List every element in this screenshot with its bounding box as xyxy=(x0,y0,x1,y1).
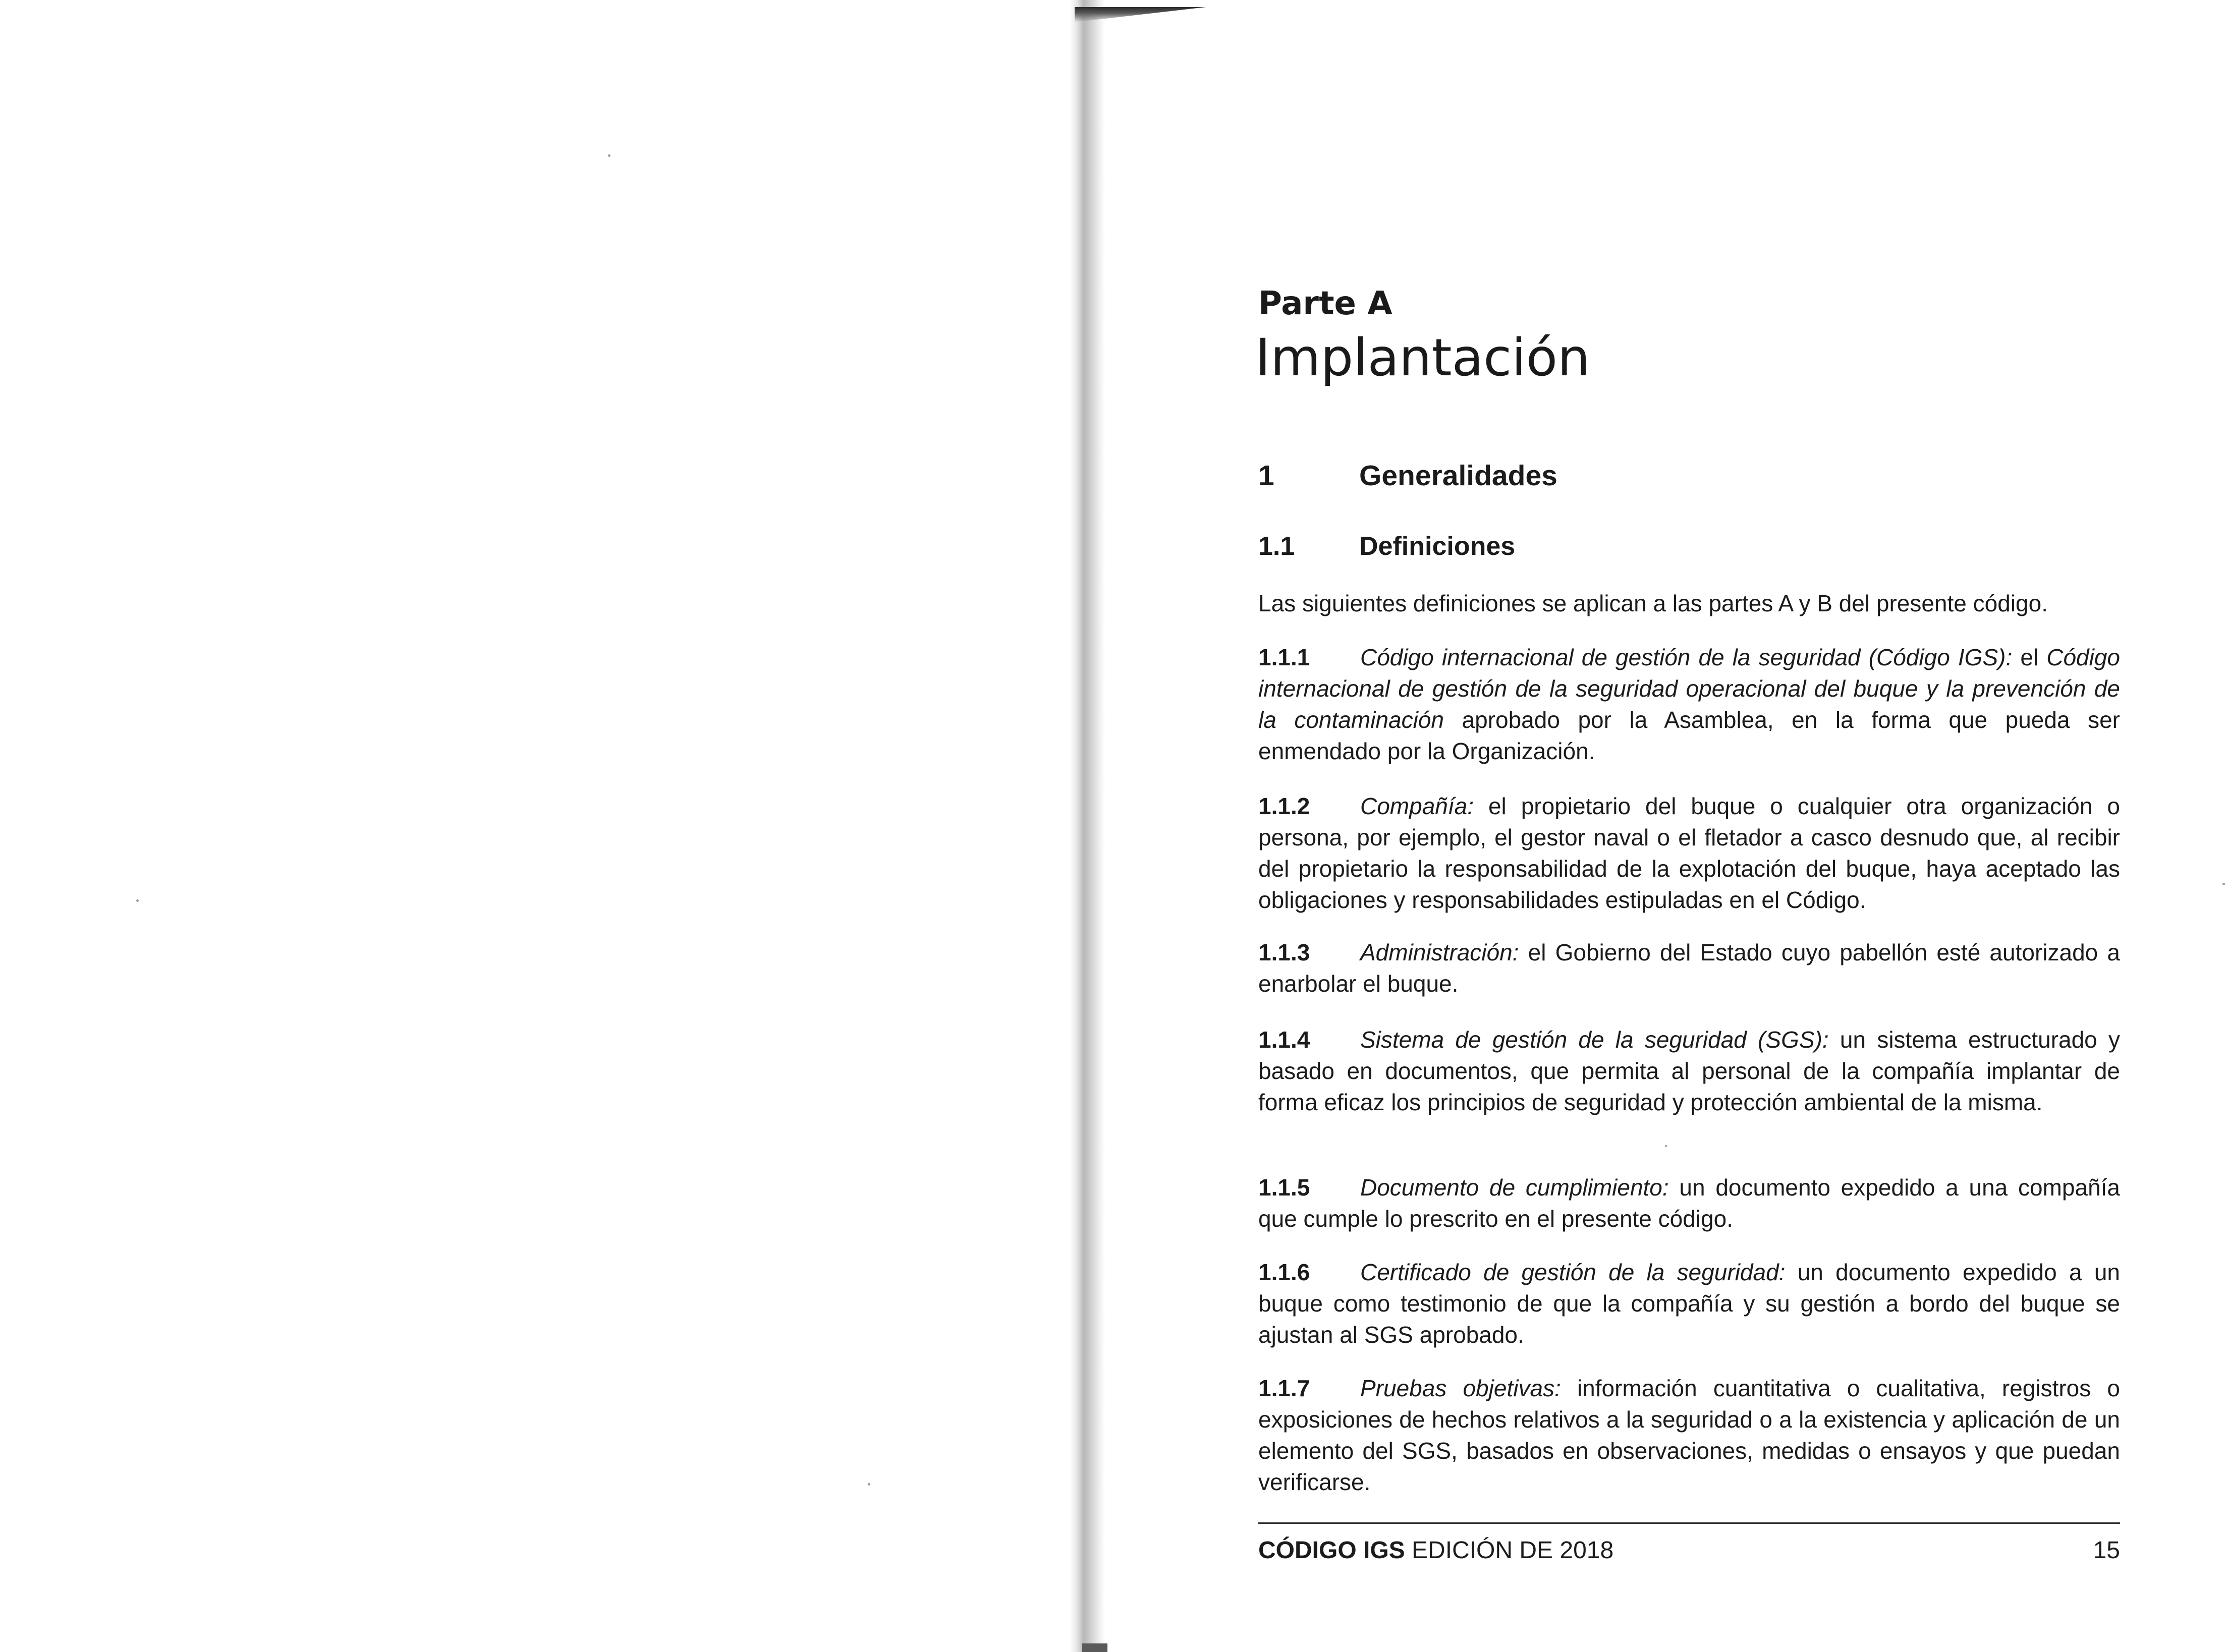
footer-running-title xyxy=(1258,1536,1613,1564)
definition-number: 1.1.4 xyxy=(1258,1027,1310,1053)
definition-number: 1.1.3 xyxy=(1258,939,1310,965)
part-title: Implantación xyxy=(1255,328,1590,388)
definition-number: 1.1.5 xyxy=(1258,1174,1310,1201)
definition-term: Pruebas objetivas: xyxy=(1360,1375,1561,1401)
subsection-heading xyxy=(1258,531,1515,561)
footer-edition: EDICIÓN DE 2018 xyxy=(1405,1537,1614,1564)
definition-term: Compañía: xyxy=(1360,793,1474,819)
definition-number: 1.1.7 xyxy=(1258,1375,1310,1401)
definition-text: el xyxy=(2012,644,2047,670)
section-number: 1 xyxy=(1258,460,1274,492)
gutter-shadow-bottom xyxy=(1082,1643,1107,1652)
footer-brand: CÓDIGO IGS xyxy=(1258,1537,1405,1564)
definition-text: el Gobierno del Estado cuyo pabellón esté autorizado a enarbolar el buque. xyxy=(1258,939,2120,997)
definition-number: 1.1.1 xyxy=(1258,644,1310,670)
page-number: 15 xyxy=(2093,1537,2120,1564)
definition-paragraph xyxy=(1258,1172,2120,1234)
scan-speck xyxy=(136,899,139,902)
definition-term: Certificado de gestión de la seguridad: xyxy=(1360,1259,1786,1285)
scan-speck xyxy=(868,1483,870,1486)
section-heading xyxy=(1258,459,1557,492)
subsection-title: Definiciones xyxy=(1359,532,1516,561)
definition-paragraph xyxy=(1258,937,2120,999)
subsection-number: 1.1 xyxy=(1258,532,1295,561)
definition-number: 1.1.6 xyxy=(1258,1259,1310,1285)
definition-text: un documento expedido a un buque como testimonio de que la compañía y su gestión a bordo del buque se ajustan al SGS aprobado. xyxy=(1258,1259,2120,1348)
definition-paragraph xyxy=(1258,790,2120,916)
definition-number: 1.1.2 xyxy=(1258,793,1310,819)
definition-text: un sistema estructurado y basado en documentos, que permita al personal de la compañía implantar de forma eficaz los principios de seguridad y protección ambiental de la misma. xyxy=(1258,1027,2120,1115)
definition-paragraph xyxy=(1258,1024,2120,1118)
part-label: Parte A xyxy=(1258,285,1392,322)
footer-rule xyxy=(1258,1522,2120,1524)
section-title: Generalidades xyxy=(1359,460,1557,492)
definition-paragraph xyxy=(1258,642,2120,767)
definition-term: Documento de cumplimiento: xyxy=(1360,1174,1669,1201)
definition-paragraph xyxy=(1258,1257,2120,1350)
definition-italic-reference: Código internacional de gestión de la seguridad operacional del buque y la prevención de la contaminación xyxy=(1258,644,2120,733)
book-spine-gutter xyxy=(1070,0,1105,1652)
definition-term: Código internacional de gestión de la seguridad (Código IGS): xyxy=(1360,644,2013,670)
definition-paragraph xyxy=(1258,1373,2120,1498)
left-blank-page xyxy=(0,0,1070,1652)
scan-speck xyxy=(608,154,610,157)
definition-text: aprobado por la Asamblea, en la forma que pueda ser enmendado por la Organización. xyxy=(1258,707,2120,764)
definition-text: información cuantitativa o cualitativa, registros o exposiciones de hechos relativos a la seguridad o a la existencia y aplicación de un elemento del SGS, basados en observaciones, medidas o ensayos y que puedan verificarse. xyxy=(1258,1375,2120,1495)
definition-text: el propietario del buque o cualquier otra organización o persona, por ejemplo, el gestor naval o el fletador a casco desnudo que, al recibir del propietario la responsabilidad de la explotación del buque, haya aceptado las obligaciones y responsabilidades estipuladas en el Código. xyxy=(1258,793,2120,913)
intro-paragraph: Las siguientes definiciones se aplican a las partes A y B del presente código. xyxy=(1258,590,2048,616)
definition-text: un documento expedido a una compañía que cumple lo prescrito en el presente código. xyxy=(1258,1174,2120,1232)
definition-term: Administración: xyxy=(1360,939,1519,965)
definition-term: Sistema de gestión de la seguridad (SGS): xyxy=(1360,1027,1829,1053)
